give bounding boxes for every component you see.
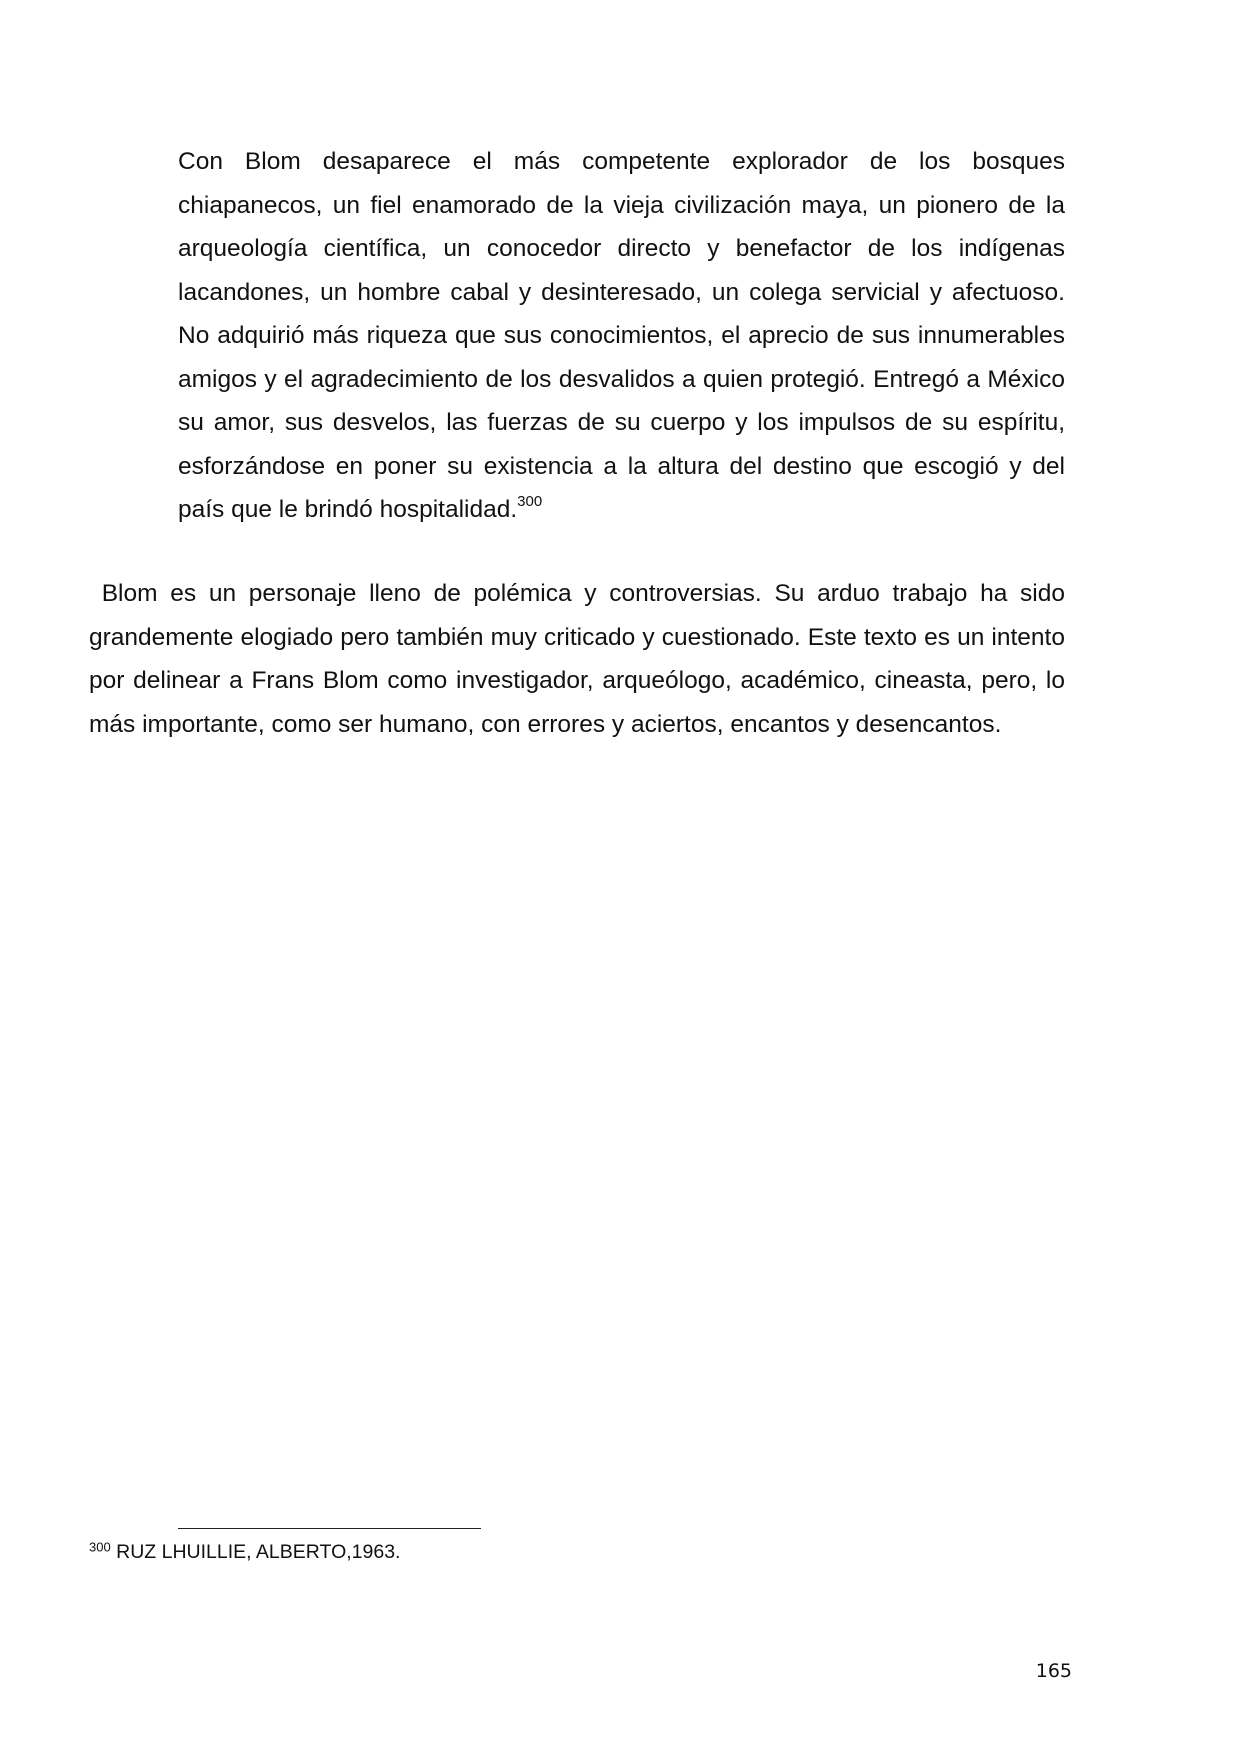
body-paragraph <box>89 572 1065 746</box>
quote-text: Con Blom desaparece el más competente explorador de los bosques chiapanecos, un fiel enamorado de la vieja civilización maya, un pionero de la arqueología científica, un conocedor directo y benefactor de los indígenas lacandones, un hombre cabal y desinteresado, un colega servicial y afectuoso. No adquirió más riqueza que sus conocimientos, el aprecio de sus innumerables amigos y el agradecimiento de los desvalidos a quien protegió. Entregó a México su amor, sus desvelos, las fuerzas de su cuerpo y los impulsos de su espíritu, esforzándose en poner su existencia a la altura del destino que escogió y del país que le brindó hospitalidad. <box>178 148 1065 523</box>
footnote <box>89 1540 400 1564</box>
body-paragraph-text: Blom es un personaje lleno de polémica y controversias. Su arduo trabajo ha sido grandemente elogiado pero también muy criticado y cuestionado. Este texto es un intento por delinear a Frans Blom como investigador, arqueólogo, académico, cineasta, pero, lo más importante, como ser humano, con errores y aciertos, encantos y desencantos. <box>89 580 1066 738</box>
footnote-number: 300 <box>89 1539 111 1555</box>
footnote-ref[interactable]: 300 <box>517 492 543 510</box>
footnote-text: RUZ LHUILLIE, ALBERTO,1963. <box>116 1541 401 1563</box>
block-quote <box>178 140 1065 532</box>
page-number: 165 <box>1035 1660 1072 1682</box>
footnote-divider <box>178 1528 481 1529</box>
